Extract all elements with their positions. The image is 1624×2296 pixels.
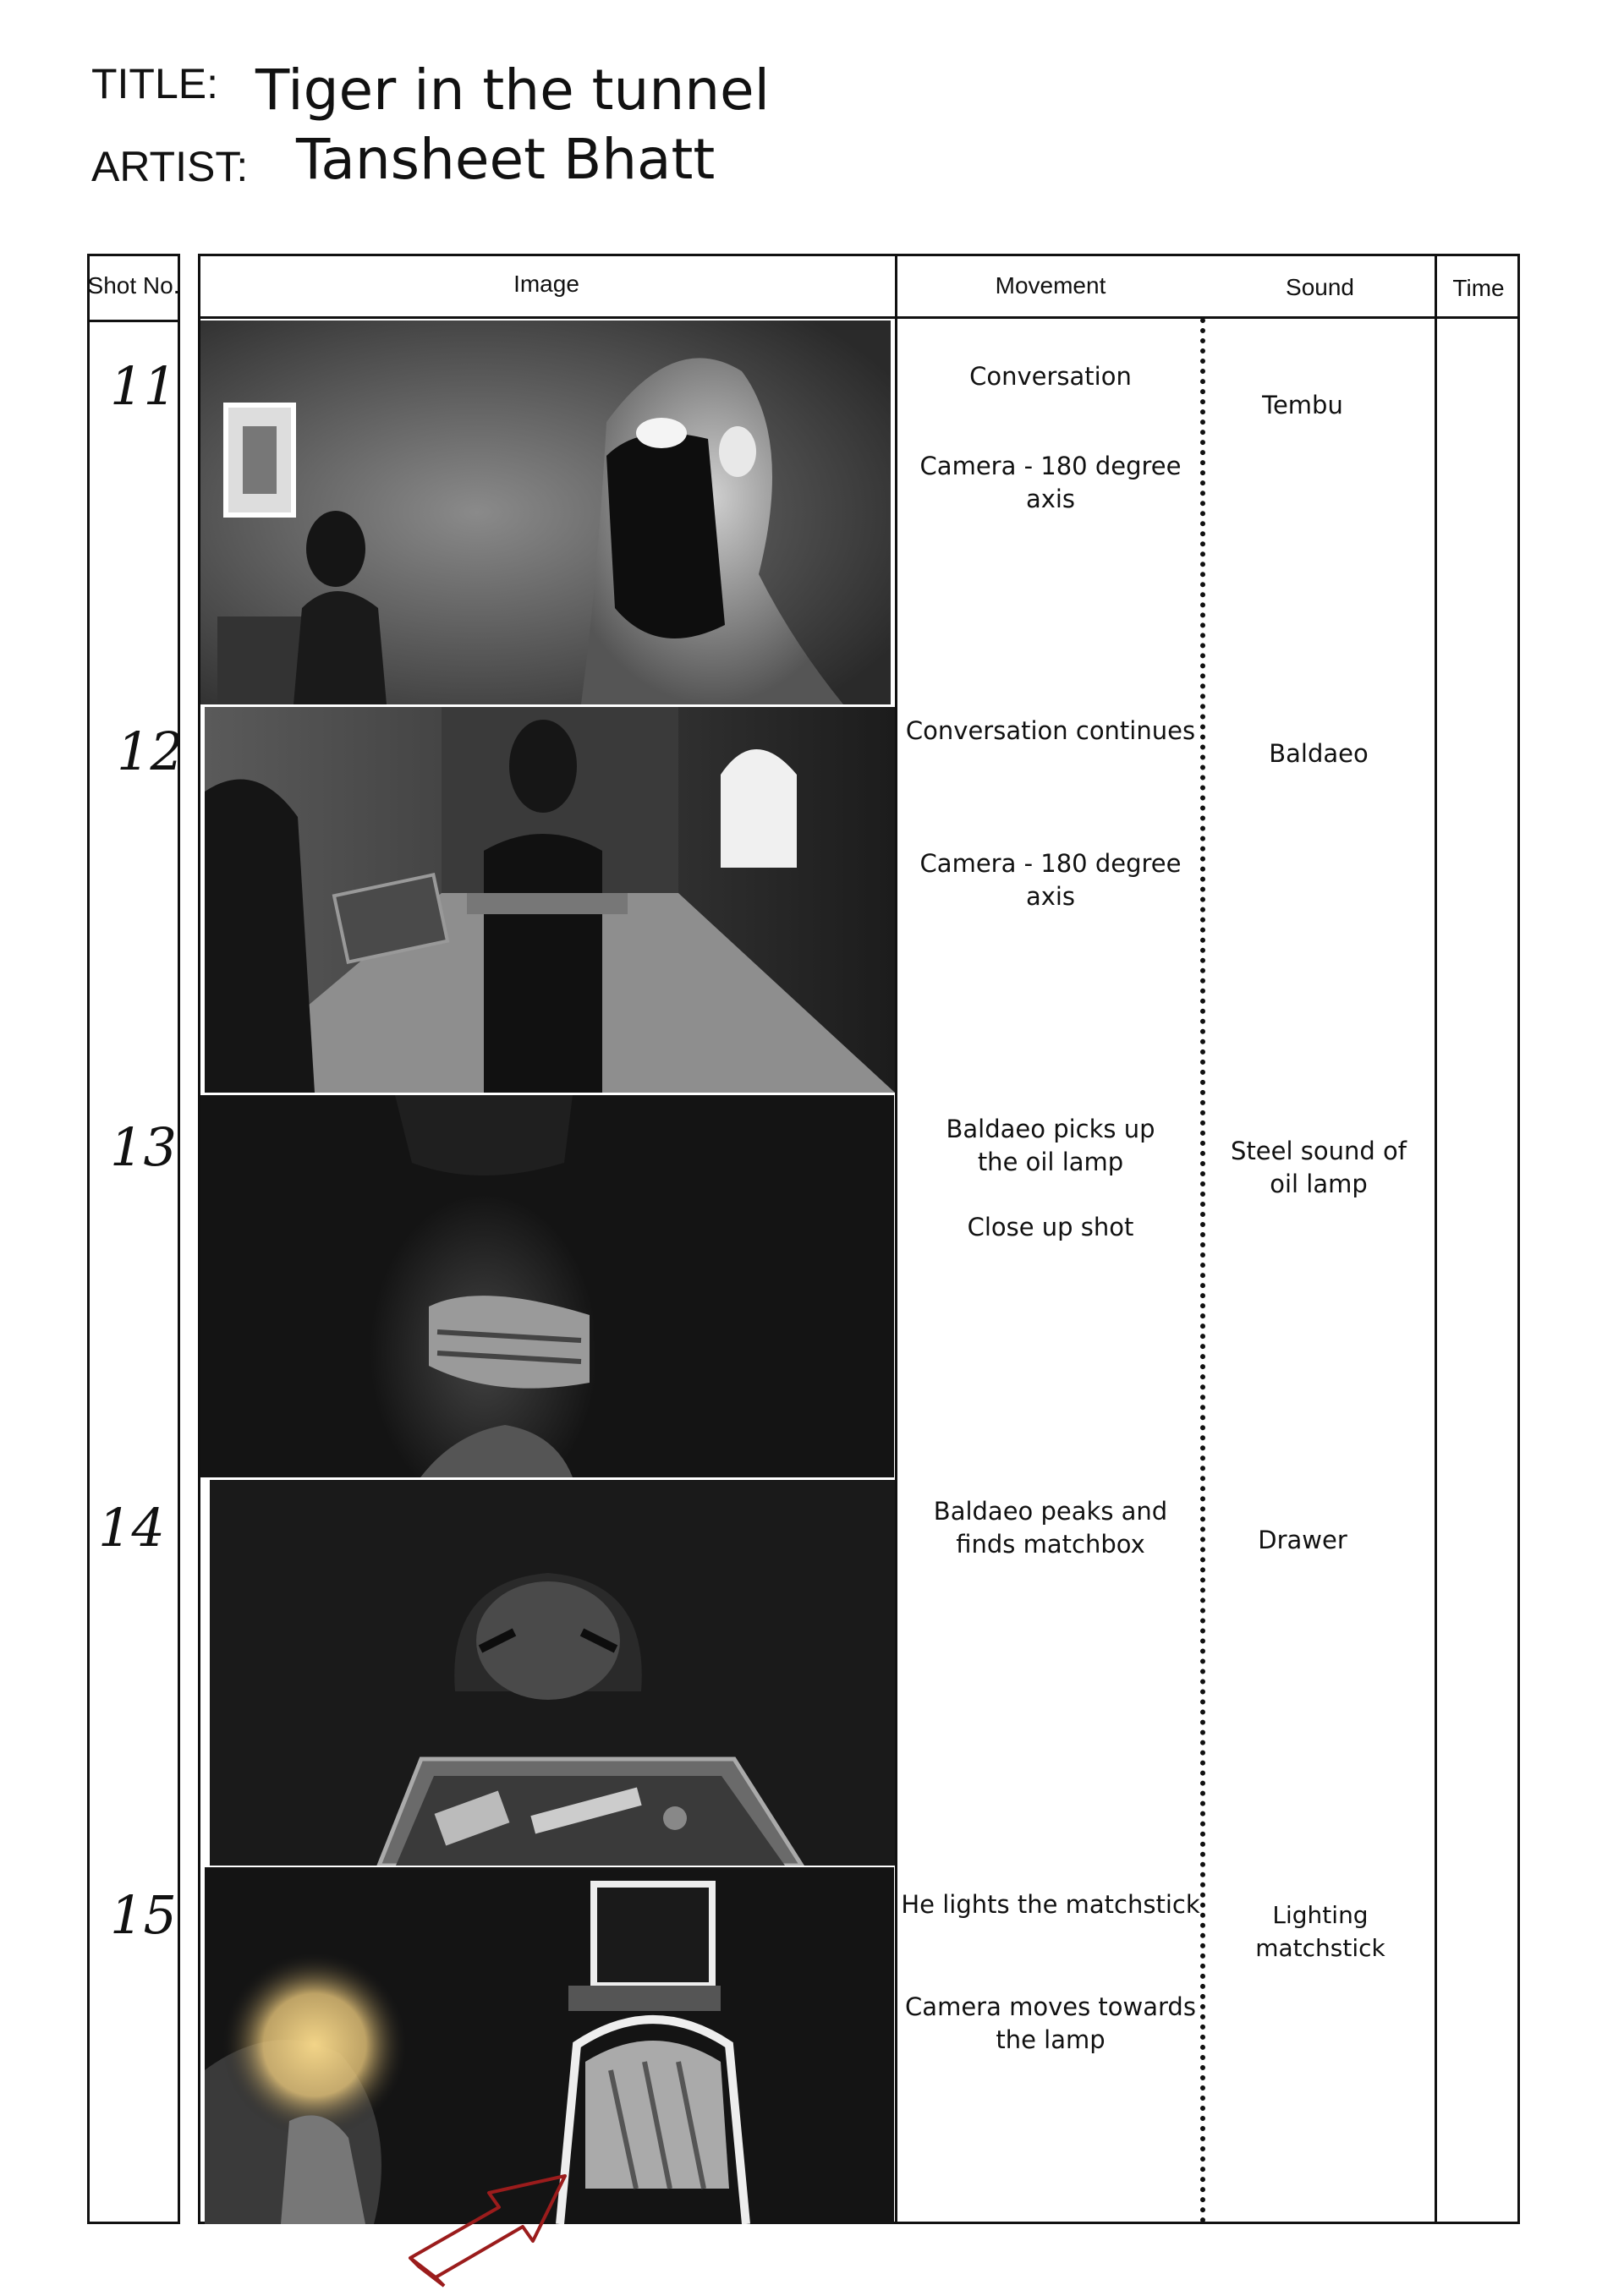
col-head-movement: Movement: [995, 272, 1106, 299]
col-head-shot: Shot No.: [87, 272, 180, 299]
artist-label: ARTIST:: [91, 143, 249, 190]
shot-number: 15: [110, 1884, 177, 1946]
col-head-time: Time: [1452, 275, 1505, 301]
movement-text: Baldaeo peaks and finds matchbox: [933, 1497, 1168, 1559]
col-head-sound: Sound: [1286, 274, 1354, 300]
sound-text: Steel sound of oil lamp: [1231, 1137, 1407, 1198]
movement-text: Conversation continues: [905, 716, 1196, 745]
shot-number: 11: [110, 355, 177, 417]
artist-value: Tansheet Bhatt: [296, 127, 716, 192]
storyboard-frame: [210, 1480, 895, 1866]
movement-text: He lights the matchstick: [901, 1890, 1200, 1919]
red-arrow-icon: [398, 2161, 584, 2288]
movement-text: Conversation: [969, 362, 1132, 391]
sound-text: Tembu: [1262, 391, 1343, 419]
shot-number: 12: [117, 721, 184, 782]
shot-number: 14: [98, 1497, 165, 1559]
storyboard-frame: [200, 1095, 894, 1477]
movement-text: Baldaeo picks up the oil lamp: [946, 1115, 1155, 1176]
movement-text: Close up shot: [967, 1213, 1134, 1241]
storyboard-frame: [205, 707, 895, 1093]
title-value: Tiger in the tunnel: [255, 58, 770, 123]
storyboard-frame: [200, 321, 891, 704]
col-head-image: Image: [513, 271, 579, 297]
sound-text: Drawer: [1258, 1526, 1347, 1554]
shot-number: 13: [110, 1116, 177, 1178]
title-label: TITLE:: [91, 60, 219, 107]
movement-text: Camera moves towards the lamp: [905, 1992, 1196, 2054]
movement-text: Camera - 180 degree axis: [919, 452, 1182, 513]
shot-header-divider: [87, 320, 180, 322]
sound-text: Lighting matchstick: [1255, 1901, 1385, 1962]
sound-text: Baldaeo: [1269, 739, 1369, 768]
header-divider: [198, 316, 1520, 319]
movement-text: Camera - 180 degree axis: [919, 849, 1182, 911]
